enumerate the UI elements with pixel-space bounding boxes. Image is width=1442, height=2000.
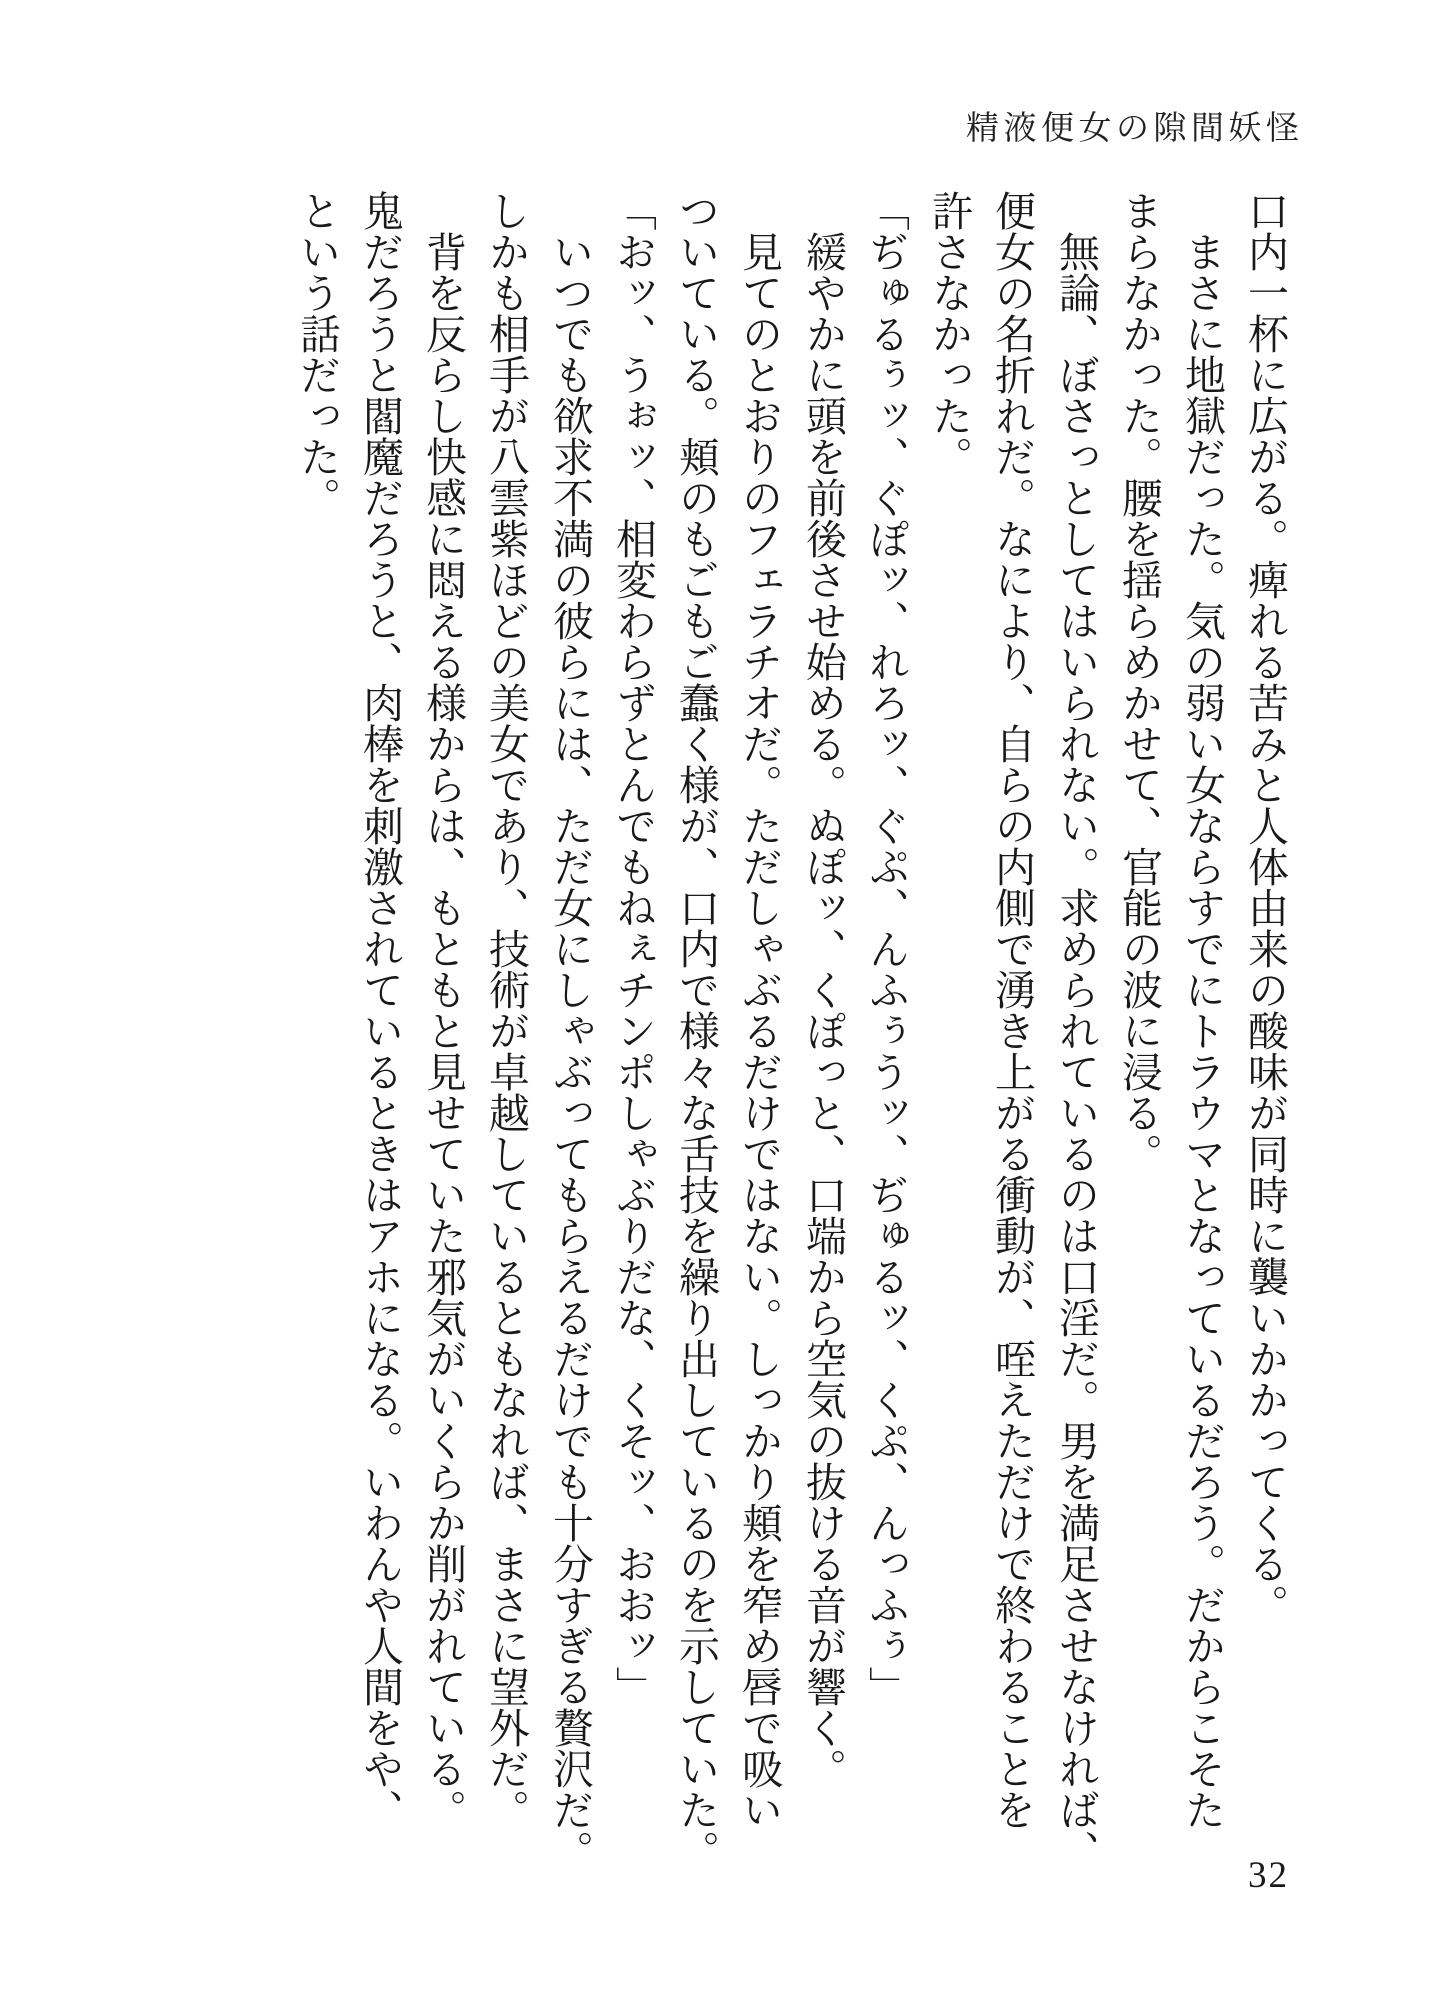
text-column-5: 便女の名折れだ。なにより、自らの内側で湧き上がる衝動が、咥えただけで終わることを: [989, 190, 1035, 1830]
text-column-9: 見てのとおりのフェラチオだ。ただしゃぶるだけではない。しっかり頬を窄め唇で吸い: [736, 231, 782, 1830]
text-column-12: いつでも欲求不満の彼らには、ただ女にしゃぶってもらえるだけでも十分すぎる贅沢だ。: [547, 231, 593, 1871]
text-column-1: 口内一杯に広がる。痺れる苦みと人体由来の酸味が同時に襲いかかってくる。: [1242, 190, 1288, 1625]
text-column-3: まらなかった。腰を揺らめかせて、官能の波に浸る。: [1116, 190, 1162, 1174]
running-title: 精液便女の隙間妖怪: [966, 111, 1304, 147]
page-number: 32: [1248, 1855, 1289, 1896]
text-column-14: 背を反らし快感に悶える様からは、もともと見せていた邪気がいくらか削がれている。: [420, 231, 466, 1830]
text-column-8: 緩やかに頭を前後させ始める。ぬぽッ、くぽっと、口端から空気の抜ける音が響く。: [800, 231, 846, 1789]
text-column-13: しかも相手が八雲紫ほどの美女であり、技術が卓越しているともなれば、まさに望外だ。: [483, 190, 529, 1830]
text-column-15: 鬼だろうと閻魔だろうと、肉棒を刺激されているときはアホになる。いわんや人間をや、: [357, 190, 403, 1830]
text-column-7: 「ぢゅるぅッ、ぐぽッ、れろッ、ぐぷ、んふぅうッ、ぢゅるッ、くぷ、んっふぅ」: [863, 190, 909, 1707]
text-column-11: 「おッ、うぉッ、相変わらずとんでもねぇチンポしゃぶりだな、くそッ、おおッ」: [610, 190, 656, 1707]
text-column-6: 許さなかった。: [926, 190, 972, 477]
text-column-16: という話だった。: [294, 190, 340, 518]
text-column-4: 無論、ぼさっとしてはいられない。求められているのは口淫だ。男を満足させなければ、: [1053, 231, 1099, 1871]
text-column-2: まさに地獄だった。気の弱い女ならすでにトラウマとなっているだろう。だからこそた: [1179, 231, 1225, 1830]
text-column-10: ついている。頬のもごもご蠢く様が、口内で様々な舌技を繰り出しているのを示していた。: [673, 190, 719, 1871]
